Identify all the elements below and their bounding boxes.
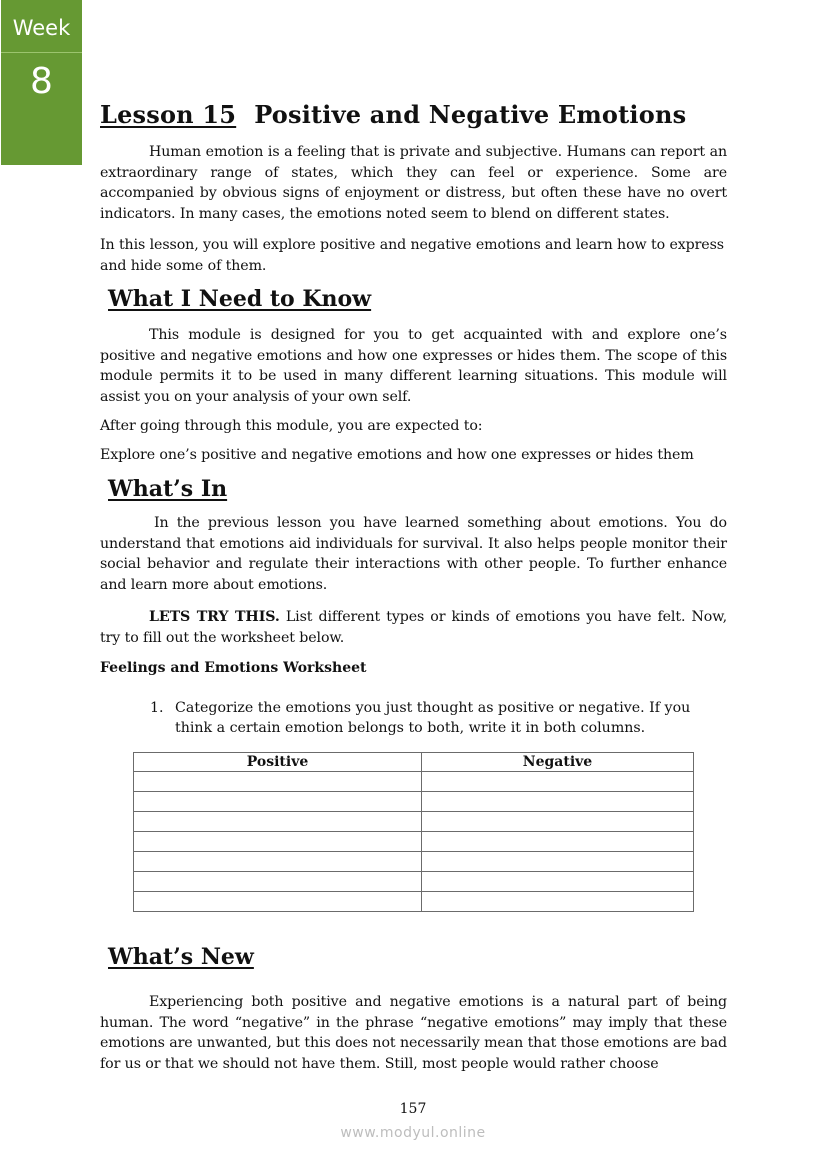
- whats-in-paragraph: In the previous lesson you have learned something about emotions. You do understand that emotions aid individuals for survival. It also helps people monitor their social behavior and regulate their interactions with other people. To further enhance and learn more about emotions.: [100, 515, 727, 593]
- negative-cell[interactable]: [422, 832, 694, 852]
- learning-objective: Explore one’s positive and negative emotions and how one expresses or hides them: [100, 447, 694, 463]
- positive-cell[interactable]: [134, 772, 422, 792]
- page-number: 157: [399, 1101, 427, 1117]
- column-header-positive: Positive: [134, 753, 422, 772]
- activity-text: List different types or kinds of emotions you have felt. Now, try to fill out the worksheet below.: [100, 609, 727, 646]
- table-row: [134, 772, 694, 792]
- instruction-text: Categorize the emotions you just thought as positive or negative. If you think a certain emotion belongs to both, write it in both columns.: [175, 700, 691, 736]
- negative-cell[interactable]: [422, 772, 694, 792]
- table-row: [134, 812, 694, 832]
- week-number: 8: [30, 61, 53, 102]
- week-divider: [1, 52, 82, 53]
- table-row: [134, 872, 694, 892]
- positive-cell[interactable]: [134, 812, 422, 832]
- heading-whats-in: What’s In: [108, 476, 228, 502]
- lesson-title: [100, 100, 686, 129]
- heading-what-i-need-to-know: What I Need to Know: [108, 286, 372, 312]
- list-marker: 1.: [150, 700, 164, 716]
- table-row: [134, 832, 694, 852]
- lesson-intro-paragraph: Human emotion is a feeling that is private and subjective. Humans can report an extraordinary range of states, which they can feel or experience. Some are accompanied by obvious signs of enjoyment or distress, but often these have no overt indicators. In many cases, the emotions noted seem to blend on different states.: [100, 144, 727, 222]
- expectation-intro: After going through this module, you are expected to:: [100, 418, 483, 434]
- table-row: [134, 852, 694, 872]
- table-header-row: [134, 753, 694, 772]
- table-row: [134, 892, 694, 912]
- lesson-overview-paragraph: In this lesson, you will explore positive and negative emotions and learn how to express and hide some of them.: [100, 237, 724, 274]
- positive-cell[interactable]: [134, 852, 422, 872]
- emotions-worksheet-table: [133, 752, 694, 912]
- whats-new-paragraph: Experiencing both positive and negative emotions is a natural part of being human. The word “negative” in the phrase “negative emotions” may imply that these emotions are unwanted, but this does not necessarily mean that those emotions are bad for us or that we should not have them. Still, most people would rather choose: [100, 994, 727, 1072]
- what-i-need-to-know-paragraph: This module is designed for you to get acquainted with and explore one’s positive and negative emotions and how one expresses or hides them. The scope of this module permits it to be used in many different learning situations. This module will assist you on your analysis of your own self.: [100, 327, 727, 405]
- week-label: Week: [12, 16, 71, 40]
- negative-cell[interactable]: [422, 792, 694, 812]
- week-tab: [1, 0, 82, 165]
- negative-cell[interactable]: [422, 812, 694, 832]
- negative-cell[interactable]: [422, 852, 694, 872]
- activity-label: LETS TRY THIS.: [149, 609, 280, 625]
- lesson-title-text: Positive and Negative Emotions: [254, 100, 687, 129]
- positive-cell[interactable]: [134, 872, 422, 892]
- column-header-negative: Negative: [422, 753, 694, 772]
- positive-cell[interactable]: [134, 832, 422, 852]
- activity-paragraph: [100, 607, 727, 648]
- worksheet-instruction: [150, 698, 710, 738]
- lesson-number: Lesson 15: [100, 100, 237, 129]
- negative-cell[interactable]: [422, 872, 694, 892]
- worksheet-title: Feelings and Emotions Worksheet: [100, 660, 367, 676]
- positive-cell[interactable]: [134, 892, 422, 912]
- heading-whats-new: What’s New: [108, 944, 254, 970]
- watermark: www.modyul.online: [340, 1125, 486, 1141]
- positive-cell[interactable]: [134, 792, 422, 812]
- negative-cell[interactable]: [422, 892, 694, 912]
- table-row: [134, 792, 694, 812]
